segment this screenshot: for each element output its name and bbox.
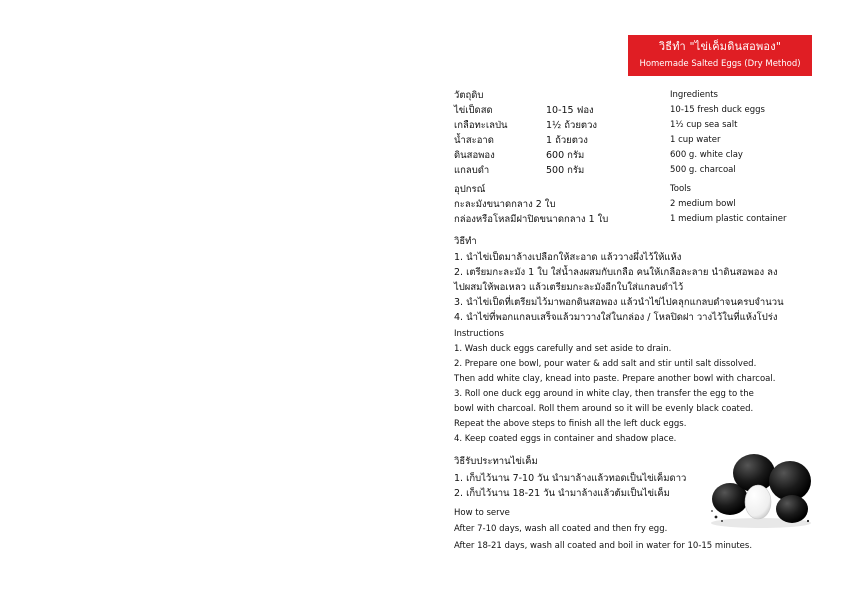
method-step-thai: 1. นำไข่เป็ดมาล้างเปลือกให้สะอาด แล้ววางผึ่งไว้ให้แห้ง	[454, 252, 682, 263]
serve-heading-english: How to serve	[454, 508, 510, 518]
ingredients-thai-section	[454, 88, 654, 178]
method-step-thai: 3. นำไข่เป็ดที่เตรียมไว้มาพอกดินสอพอง แล้วนำไข่ไปคลุกแกลบดำจนครบจำนวน	[454, 297, 784, 308]
method-step-english: 4. Keep coated eggs in container and shadow place.	[454, 434, 677, 444]
serve-heading-thai: วิธีรับประทานไข่เค็ม	[454, 456, 538, 467]
ingredients-english-section	[670, 88, 830, 178]
serve-thai-section	[454, 454, 704, 501]
ingredient-qty-thai: 10-15 ฟอง	[546, 105, 594, 116]
serve-step-english: After 7-10 days, wash all coated and then fry egg.	[454, 524, 668, 534]
ingredient-qty-thai: 1½ ถ้วยตวง	[546, 120, 598, 131]
ingredient-english: 600 g. white clay	[670, 150, 743, 160]
tools-heading-thai: อุปกรณ์	[454, 184, 486, 195]
tool-english: 2 medium bowl	[670, 199, 736, 209]
ingredients-heading-thai: วัตถุดิบ	[454, 90, 484, 101]
tool-thai: กะละมังขนาดกลาง 2 ใบ	[454, 199, 556, 210]
serve-step-thai: 2. เก็บไว้นาน 18-21 วัน นำมาล้างแล้วต้มเป็นไข่เค็ม	[454, 488, 670, 499]
method-step-english: Repeat the above steps to finish all the left duck eggs.	[454, 419, 687, 429]
method-step-thai: ไปผสมให้พอเหลว แล้วเตรียมกะละมังอีกใบใส่แกลบดำไว้	[454, 282, 684, 293]
ingredient-english: 500 g. charcoal	[670, 165, 736, 175]
ingredient-qty-thai: 600 กรัม	[546, 150, 585, 161]
tool-english: 1 medium plastic container	[670, 214, 787, 224]
method-step-english: 2. Prepare one bowl, pour water & add salt and stir until salt dissolved.	[454, 359, 757, 369]
recipe-title-banner	[628, 35, 812, 76]
ingredient-name-thai: ดินสอพอง	[454, 150, 495, 161]
method-step-english: 1. Wash duck eggs carefully and set aside to drain.	[454, 344, 672, 354]
ingredient-qty-thai: 1 ถ้วยตวง	[546, 135, 588, 146]
coated-eggs-illustration	[704, 447, 818, 529]
tools-thai-section	[454, 182, 664, 227]
ingredients-heading-english: Ingredients	[670, 90, 718, 100]
ingredient-name-thai: น้ำสะอาด	[454, 135, 494, 146]
ingredient-english: 1 cup water	[670, 135, 721, 145]
ingredient-name-thai: แกลบดำ	[454, 165, 490, 176]
ingredient-name-thai: เกลือทะเลป่น	[454, 120, 508, 131]
recipe-title-thai: วิธีทำ "ไข่เค็มดินสอพอง"	[658, 40, 782, 53]
ingredient-english: 1½ cup sea salt	[670, 120, 738, 130]
method-heading-thai: วิธีทำ	[454, 236, 477, 247]
method-step-english: 3. Roll one duck egg around in white clay, then transfer the egg to the	[454, 389, 754, 399]
tools-english-section	[670, 182, 830, 227]
method-step-english: bowl with charcoal. Roll them around so it will be evenly black coated.	[454, 404, 754, 414]
recipe-title-english: Homemade Salted Eggs (Dry Method)	[639, 59, 801, 69]
method-step-english: Then add white clay, knead into paste. Prepare another bowl with charcoal.	[454, 374, 776, 384]
tools-heading-english: Tools	[670, 184, 691, 194]
method-thai-section	[454, 234, 814, 325]
method-heading-english: Instructions	[454, 329, 504, 339]
tool-thai: กล่องหรือโหลมีฝาปิดขนาดกลาง 1 ใบ	[454, 214, 609, 225]
ingredient-english: 10-15 fresh duck eggs	[670, 105, 765, 115]
method-step-thai: 2. เตรียมกะละมัง 1 ใบ ใส่น้ำลงผสมกับเกลือ คนให้เกลือละลาย นำดินสอพอง ลง	[454, 267, 778, 278]
serve-step-english: After 18-21 days, wash all coated and boil in water for 10-15 minutes.	[454, 541, 753, 551]
serve-step-thai: 1. เก็บไว้นาน 7-10 วัน นำมาล้างแล้วทอดเป็นไข่เค็มดาว	[454, 473, 687, 484]
ingredient-qty-thai: 500 กรัม	[546, 165, 585, 176]
method-step-thai: 4. นำไข่ที่พอกแกลบเสร็จแล้วมาวางใส่ในกล่อง / โหลปิดฝา วางไว้ในที่แห้งโปร่ง	[454, 312, 778, 323]
ingredient-name-thai: ไข่เป็ดสด	[454, 105, 493, 116]
method-english-section	[454, 327, 816, 447]
